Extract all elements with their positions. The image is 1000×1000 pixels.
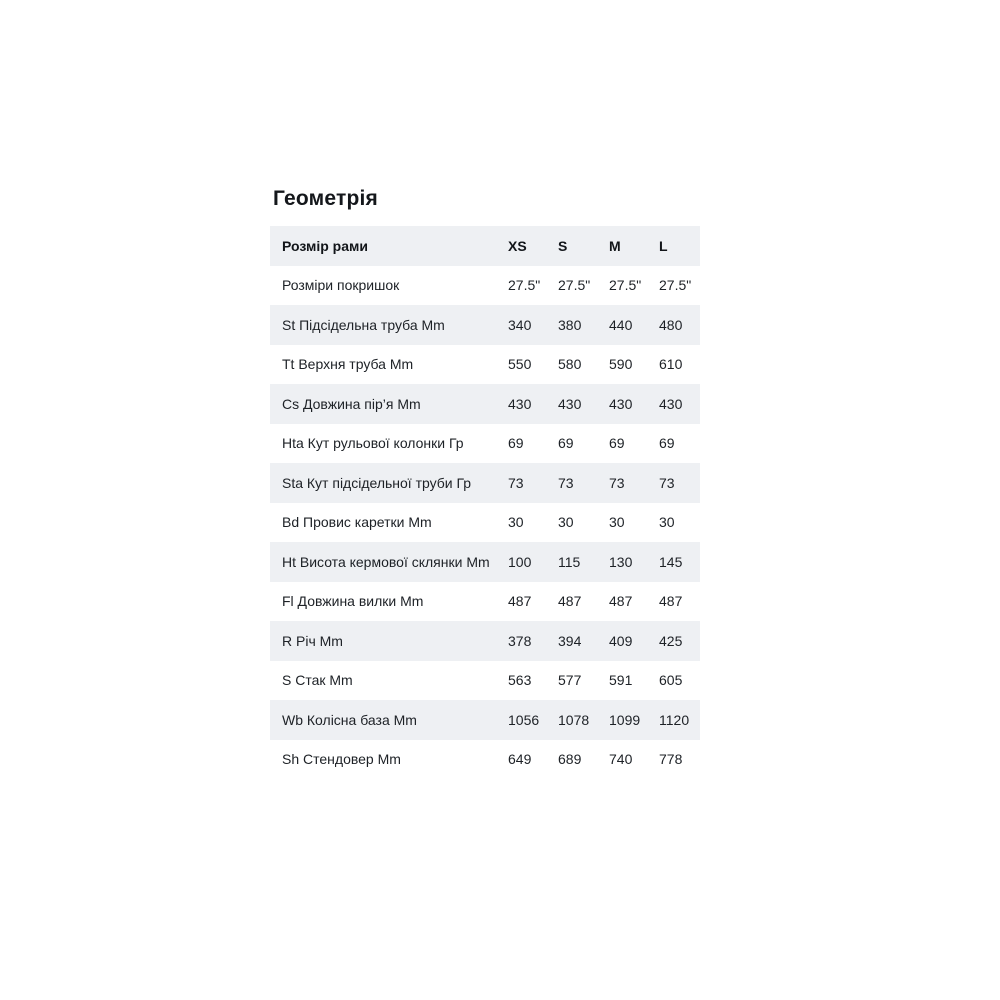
row-value: 778 [659,751,683,768]
row-label: Hta Кут рульової колонки Гр [282,435,464,452]
row-value: 487 [659,593,683,610]
row-value: 1099 [609,711,641,728]
row-value: 69 [659,435,675,452]
row-value: 100 [508,553,532,570]
header-frame-size-label: Розмір рами [282,237,368,254]
row-value: 30 [558,514,574,531]
row-value: 130 [609,553,633,570]
table-row [270,542,700,582]
row-value: 430 [558,395,582,412]
row-value: 1078 [558,711,590,728]
row-value: 425 [659,632,683,649]
row-value: 550 [508,356,532,373]
row-label: Ht Висота кермової склянки Mm [282,553,490,570]
table-row [270,384,700,424]
row-value: 1056 [508,711,540,728]
row-value: 73 [558,474,574,491]
row-value: 30 [609,514,625,531]
row-value: 440 [609,316,633,333]
row-label: Sh Стендовер Mm [282,751,401,768]
row-value: 27.5" [609,277,642,294]
row-value: 577 [558,672,582,689]
table-row [270,582,700,622]
row-value: 1120 [659,711,690,728]
table-row [270,345,700,385]
row-value: 563 [508,672,532,689]
header-col-l: L [659,237,668,254]
row-value: 394 [558,632,582,649]
row-value: 591 [609,672,633,689]
table-row [270,424,700,464]
section-title: Геометрія [273,187,379,210]
row-value: 27.5" [508,277,541,294]
table-row [270,503,700,543]
row-label: S Стак Mm [282,672,353,689]
header-col-m: M [609,237,621,254]
table-row [270,463,700,503]
row-value: 430 [609,395,633,412]
table-header-row [270,226,700,266]
row-value: 590 [609,356,633,373]
table-row [270,621,700,661]
row-value: 69 [609,435,625,452]
row-value: 73 [508,474,524,491]
row-value: 430 [659,395,683,412]
row-value: 610 [659,356,683,373]
row-value: 145 [659,553,683,570]
row-value: 73 [659,474,675,491]
row-label: R Річ Mm [282,632,343,649]
table-row [270,661,700,701]
table-body [270,266,700,780]
table-row [270,740,700,780]
row-value: 740 [609,751,633,768]
row-label: Розміри покришок [282,277,400,294]
row-label: Bd Провис каретки Mm [282,514,432,531]
table-row [270,305,700,345]
row-value: 580 [558,356,582,373]
row-value: 30 [508,514,524,531]
table-row [270,266,700,306]
row-value: 69 [508,435,524,452]
row-value: 378 [508,632,532,649]
row-value: 27.5" [659,277,692,294]
row-value: 27.5" [558,277,591,294]
row-value: 340 [508,316,532,333]
row-label: Cs Довжина пір’я Mm [282,395,421,412]
row-value: 69 [558,435,574,452]
row-value: 430 [508,395,532,412]
header-col-xs: XS [508,237,527,254]
row-value: 649 [508,751,532,768]
row-label: Tt Верхня труба Mm [282,356,414,373]
row-label: Fl Довжина вилки Mm [282,593,424,610]
row-value: 30 [659,514,675,531]
row-value: 409 [609,632,633,649]
row-value: 487 [558,593,582,610]
row-value: 487 [508,593,532,610]
row-value: 380 [558,316,582,333]
geometry-table [270,226,700,779]
row-value: 480 [659,316,683,333]
geometry-section [270,186,700,779]
row-label: Wb Колісна база Mm [282,711,417,728]
row-value: 689 [558,751,582,768]
row-value: 73 [609,474,625,491]
row-label: St Підсідельна труба Mm [282,316,445,333]
row-value: 605 [659,672,683,689]
row-value: 115 [558,553,581,570]
row-label: Sta Кут підсідельної труби Гр [282,474,472,491]
row-value: 487 [609,593,633,610]
table-row [270,700,700,740]
header-col-s: S [558,237,568,254]
